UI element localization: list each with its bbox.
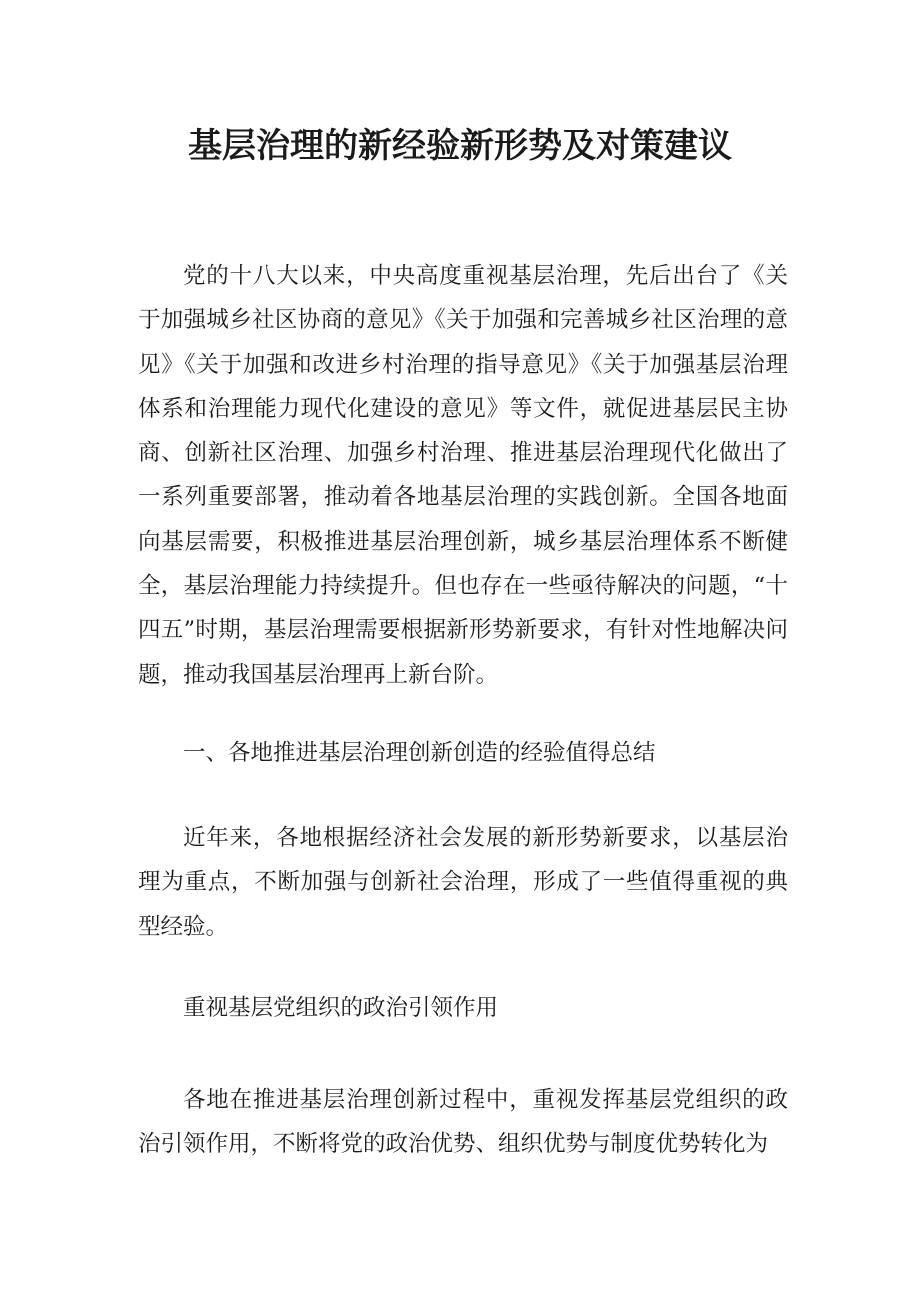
- paragraph-party-leadership: 各地在推进基层治理创新过程中，重视发挥基层党组织的政治引领作用，不断将党的政治优势、组织优势与制度优势转化为: [138, 1087, 788, 1158]
- subheading-party-leadership: 重视基层党组织的政治引领作用: [183, 995, 499, 1021]
- document-title: 基层治理的新经验新形势及对策建议: [188, 126, 732, 166]
- paragraph-intro: 党的十八大以来，中央高度重视基层治理，先后出台了《关于加强城乡社区协商的意见》《关于加强和完善城乡社区治理的意见》《关于加强和改进乡村治理的指导意见》《关于加强基层治理体系和治理能力现代化建设的意见》等文件，就促进基层民主协商、创新社区治理、加强乡村治理、推进基层治理现代化做出了一系列重要部署，推动着各地基层治理的实践创新。全国各地面向基层需要，积极推进基层治理创新，城乡基层治理体系不断健全，基层治理能力持续提升。但也存在一些亟待解决的问题，“十四五”时期，基层治理需要根据新形势新要求，有针对性地解决问题，推动我国基层治理再上新台阶。: [138, 263, 788, 688]
- section-heading-experience: 一、各地推进基层治理创新创造的经验值得总结: [183, 740, 656, 766]
- paragraph-recent-years: 近年来，各地根据经济社会发展的新形势新要求，以基层治理为重点，不断加强与创新社会治理，形成了一些值得重视的典型经验。: [138, 825, 788, 940]
